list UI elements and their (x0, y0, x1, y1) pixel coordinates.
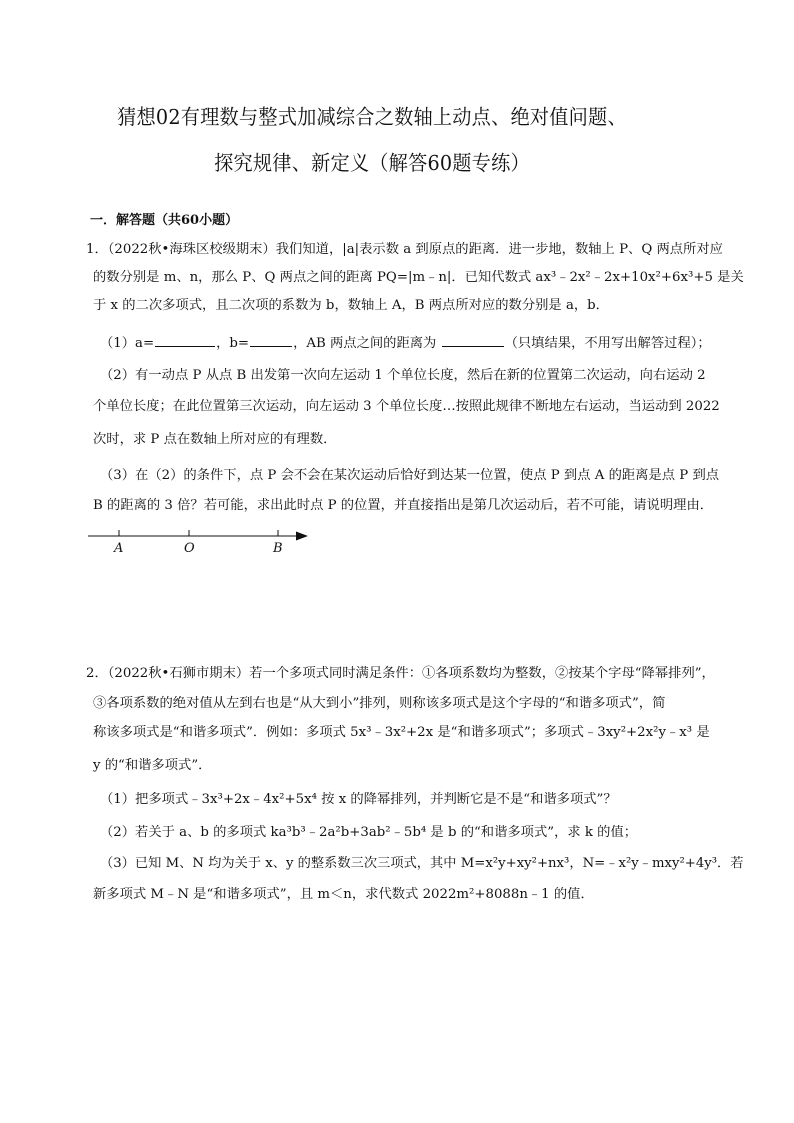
number-line (86, 524, 316, 556)
axis-label-o: O (184, 541, 195, 556)
q1-line-1: 1．（2022秋•海珠区校级期末）我们知道，|a|表示数 a 到原点的距离．进一步地，数轴上 P、Q 两点所对应 (86, 242, 723, 257)
q1-part-1-c: ，AB 两点之间的距离为 (293, 336, 437, 351)
q1-part-1-d: （只填结果，不用写出解答过程）； (504, 336, 711, 351)
axis-label-a: A (114, 541, 124, 556)
page-title-line-1: 猜想02有理数与整式加减综合之数轴上动点、绝对值问题、 (117, 105, 627, 129)
page-title-line-2: 探究规律、新定义（解答60题专练） (214, 151, 530, 175)
q2-line-2: ③各项系数的绝对值从左到右也是“从大到小”排列，则称该多项式是这个字母的“和谐多项式”，简 (93, 696, 666, 711)
q2-line-5: （1）把多项式﹣3x³+2x﹣4x²+5x⁴ 按 x 的降幂排列，并判断它是不是“和谐多项式”？ (100, 792, 617, 807)
q1-line-2: 的数分别是 m、n，那么 P、Q 两点之间的距离 PQ=|m﹣n|．已知代数式 ax³﹣2x²﹣2x+10x²+6x³+5 是关 (93, 270, 744, 285)
section-heading: 一．解答题（共60小题） (90, 213, 239, 228)
q1-line-7: 次时，求 P 点在数轴上所对应的有理数． (93, 432, 337, 447)
axis-label-b: B (273, 541, 283, 556)
q1-line-6: 个单位长度；在此位置第三次运动，向左运动 3 个单位长度…按照此规律不断地左右运动，当运动到 2022 (93, 399, 720, 414)
q1-part-1-b: ，b= (216, 336, 250, 351)
q1-line-9: B 的距离的 3 倍？若可能，求出此时点 P 的位置，并直接指出是第几次运动后，若不可能，请说明理由． (93, 498, 714, 513)
q1-line-5: （2）有一动点 P 从点 B 出发第一次向左运动 1 个单位长度，然后在新的位置第二次运动，向右运动 2 (100, 368, 706, 383)
q1-part-1 (100, 333, 711, 354)
q2-line-8: 新多项式 M﹣N 是“和谐多项式”，且 m＜n，求代数式 2022m²+8088n﹣1 的值． (93, 887, 594, 902)
q2-line-4: y 的“和谐多项式”． (93, 758, 212, 773)
q2-line-6: （2）若关于 a、b 的多项式 ka³b³﹣2a²b+3ab²﹣5b⁴ 是 b 的“和谐多项式”，求 k 的值； (100, 825, 638, 840)
answer-blank-a[interactable] (155, 333, 215, 347)
q2-line-7: （3）已知 M、N 均为关于 x、y 的整系数三次三项式，其中 M=x²y+xy²+nx³，N=﹣x²y﹣mxy²+4y³．若 (100, 856, 744, 871)
q1-line-3: 于 x 的二次多项式，且二次项的系数为 b，数轴上 A，B 两点所对应的数分别是 a，b． (93, 298, 609, 313)
q2-line-3: 称该多项式是“和谐多项式”．例如：多项式 5x³﹣3x²+2x 是“和谐多项式”；多项式﹣3xy²+2x²y﹣x³ 是 (93, 725, 710, 740)
number-line-arrow (296, 532, 308, 541)
q1-part-1-a: （1）a= (100, 336, 155, 351)
answer-blank-ab[interactable] (442, 333, 504, 347)
q1-line-8: （3）在（2）的条件下，点 P 会不会在某次运动后恰好到达某一位置，使点 P 到点 A 的距离是点 P 到点 (100, 468, 720, 483)
answer-blank-b[interactable] (250, 333, 292, 347)
q2-line-1: 2．（2022秋•石狮市期末）若一个多项式同时满足条件：①各项系数均为整数，②按某个字母“降幂排列”， (86, 666, 715, 681)
